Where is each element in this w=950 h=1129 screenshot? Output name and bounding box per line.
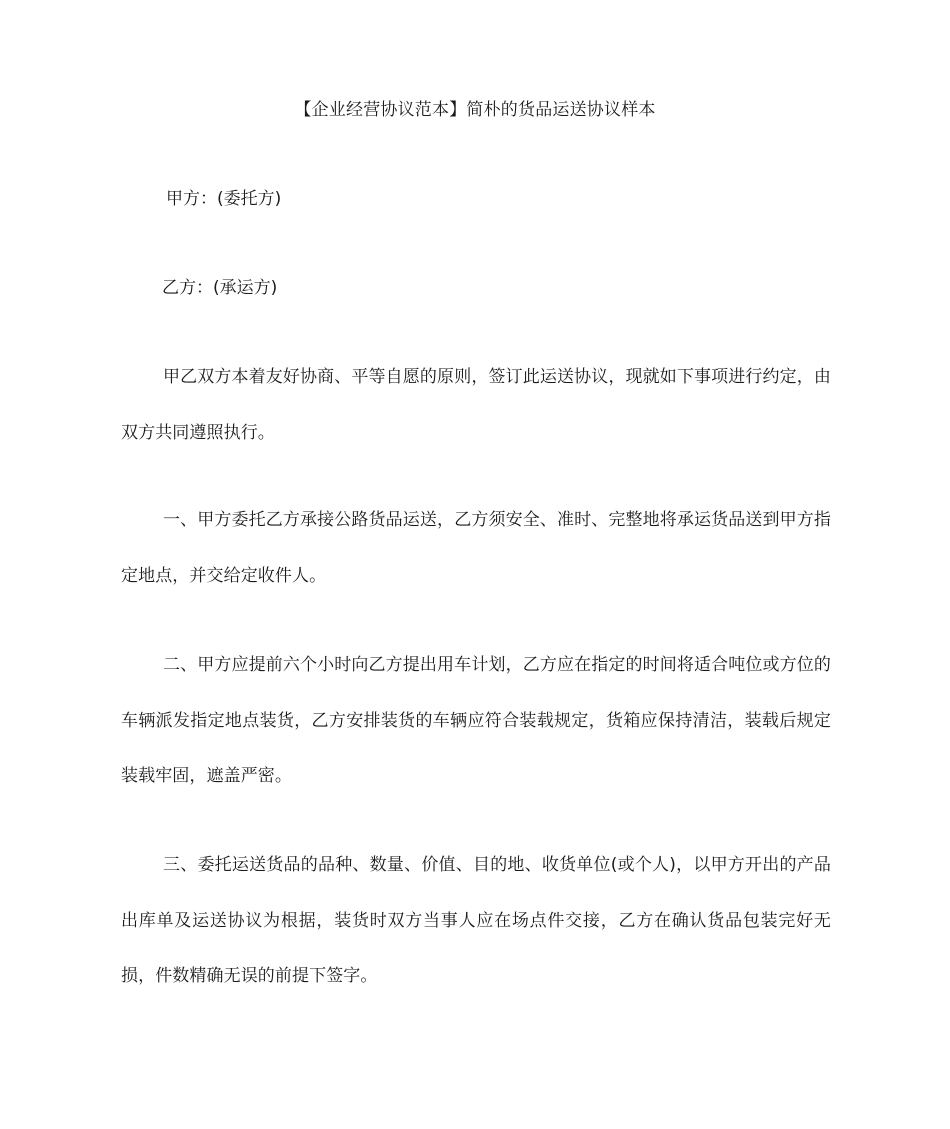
party-b-line: 乙方：(承运方) xyxy=(162,278,278,298)
document-title: 【企业经营协议范本】简朴的货品运送协议样本 xyxy=(294,100,656,120)
clause-2-paragraph: 二、甲方应提前六个小时向乙方提出用车计划，乙方应在指定的时间将适合吨位或方位的车辆派发指定地点装货，乙方安排装货的车辆应符合装载规定，货箱应保持清洁，装载后规定装载牢固，遮盖严密。 xyxy=(121,655,831,786)
clause-3-paragraph: 三、委托运送货品的品种、数量、价值、目的地、收货单位(或个人)，以甲方开出的产品出库单及运送协议为根据，装货时双方当事人应在场点件交接，乙方在确认货品包装完好无损，件数精确无误的前提下签字。 xyxy=(121,855,831,986)
intro-paragraph: 甲乙双方本着友好协商、平等自愿的原则，签订此运送协议，现就如下事项进行约定，由双方共同遵照执行。 xyxy=(121,367,831,443)
clause-1-paragraph: 一、甲方委托乙方承接公路货品运送，乙方须安全、准时、完整地将承运货品送到甲方指定地点，并交给定收件人。 xyxy=(121,510,831,586)
party-a-line: 甲方：(委托方) xyxy=(166,189,282,209)
